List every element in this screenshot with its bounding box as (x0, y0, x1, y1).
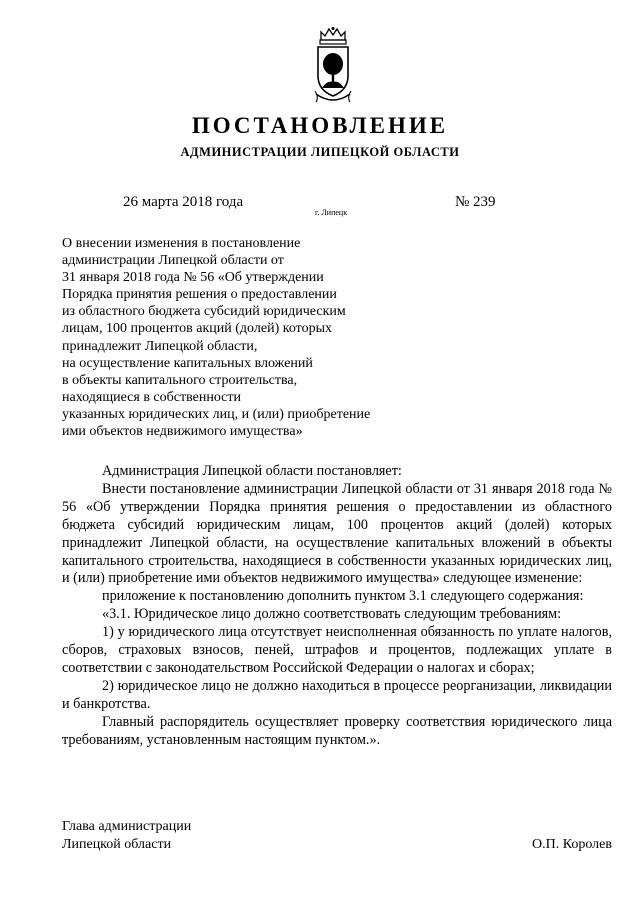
document-number: № 239 (455, 194, 496, 210)
body-paragraph: Главный распорядитель осуществляет проверку соответствия юридического лица требованиям, установленным настоящим пунктом.». (62, 713, 612, 748)
subject-line: указанных юридических лиц, и (или) приобретение (62, 406, 371, 422)
subject-line: находящиеся в собственности (62, 389, 241, 405)
subject-line: принадлежит Липецкой области, (62, 338, 258, 354)
body-paragraph: «3.1. Юридическое лицо должно соответствовать следующим требованиям: (102, 606, 562, 623)
subject-line: лицам, 100 процентов акций (долей) которых (62, 321, 332, 337)
subject-line: из областного бюджета субсидий юридическим (62, 304, 346, 320)
signatory-position: Глава администрации (62, 819, 192, 834)
body-paragraph: Администрация Липецкой области постановляет: (102, 463, 402, 479)
body-paragraph: 1) у юридического лица отсутствует неисполненная обязанность по уплате налогов, сборов, страховых взносов, пеней, штрафов и процентов, подлежащих уплате в соответствии с законодательством Российской Федерации о налогах и сборах; (62, 624, 612, 676)
body-paragraph: Внести постановление администрации Липецкой области от 31 января 2018 года № 56 «Об утверждении Порядка принятия решения о предоставлении из областного бюджета субсидий юридическим лицам, 100 процентов акций (долей) которых принадлежит Липецкой области, на осуществление капитальных вложений в объекты капитального строительства, находящиеся в собственности указанных юридических лиц, и (или) приобретение ими объектов недвижимого имущества» следующее изменение: (62, 480, 612, 587)
document-subject (62, 235, 382, 440)
body-paragraph: приложение к постановлению дополнить пунктом 3.1 следующего содержания: (102, 588, 584, 605)
signatory-region: Липецкой области (62, 837, 172, 852)
issuing-authority: АДМИНИСТРАЦИИ ЛИПЕЦКОЙ ОБЛАСТИ (180, 145, 460, 159)
coat-of-arms-icon (313, 26, 353, 108)
subject-line: О внесении изменения в постановление (62, 236, 301, 251)
subject-line: в объекты капитального строительства, (62, 372, 298, 388)
signature-block (62, 818, 612, 854)
subject-line: на осуществление капитальных вложений (62, 355, 313, 371)
document-city: г. Липецк (315, 208, 348, 217)
subject-line: 31 января 2018 года № 56 «Об утверждении (62, 270, 324, 286)
document-body (62, 463, 612, 750)
document-date: 26 марта 2018 года (123, 194, 244, 210)
subject-line: администрации Липецкой области от (62, 253, 284, 269)
signature-row (62, 836, 612, 854)
body-paragraph: 2) юридическое лицо не должно находиться в процессе реорганизации, ликвидации и банкротства. (62, 677, 612, 712)
document-title: ПОСТАНОВЛЕНИЕ (191, 113, 449, 138)
subject-line: ими объектов недвижимого имущества» (62, 424, 303, 440)
signatory-name: О.П. Королев (532, 837, 612, 852)
subject-line: Порядка принятия решения о предоставлении (62, 287, 337, 303)
